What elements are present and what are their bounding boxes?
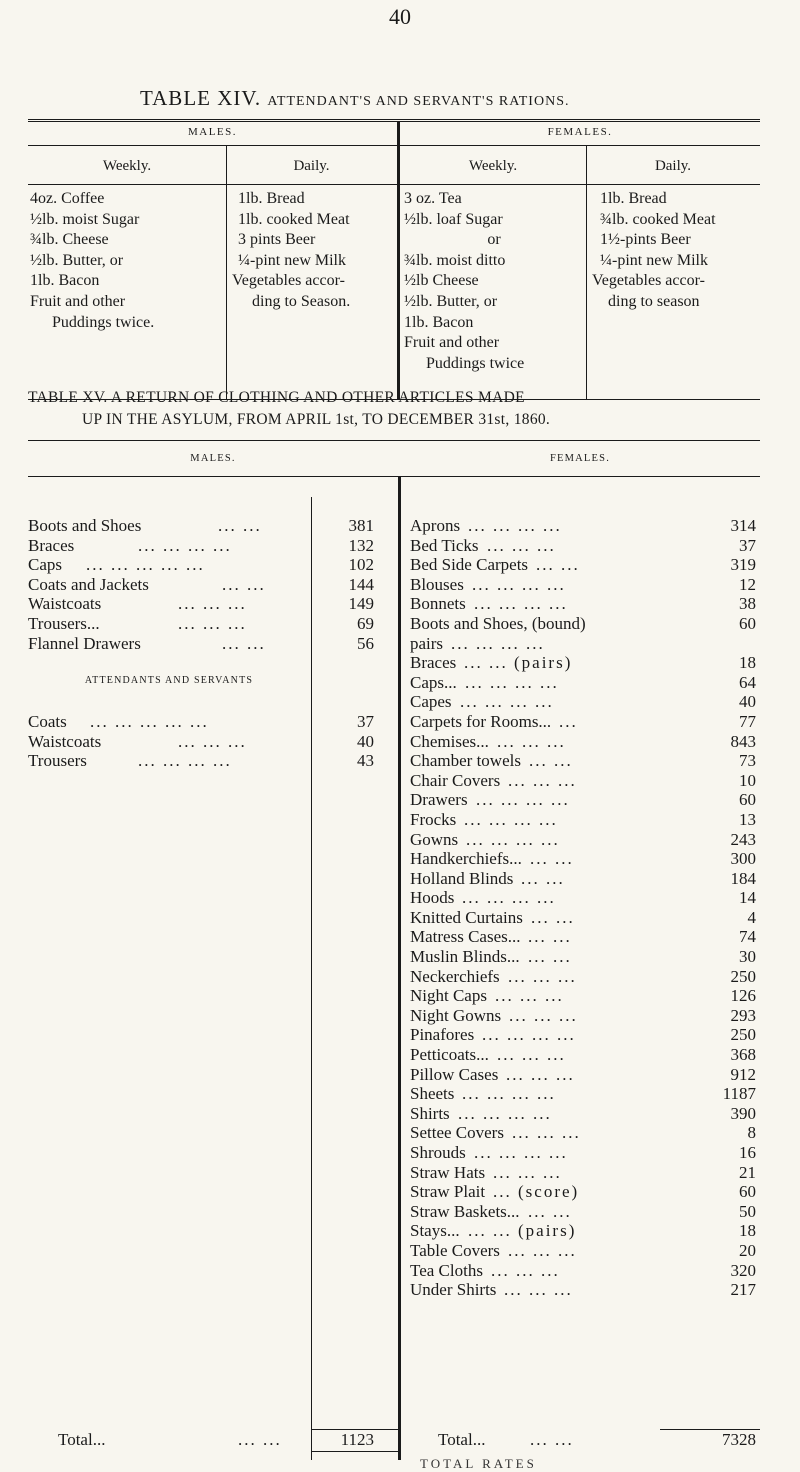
row-value: 217: [730, 1280, 756, 1300]
table14-title: [140, 86, 760, 111]
table15-top-rule: [28, 440, 760, 441]
row-value: 319: [730, 555, 756, 575]
table14-title-sub: ATTENDANT'S AND SERVANT'S RATIONS.: [267, 94, 570, 109]
row-label: Hoods: [410, 888, 455, 908]
row-value: 126: [730, 986, 756, 1006]
row-dots: ... ... ...: [493, 1162, 562, 1182]
row-dots: ...: [559, 711, 578, 731]
row-label: Knitted Curtains: [410, 907, 523, 927]
total-label: Total...: [438, 1430, 486, 1449]
row-dots: ... ... ...: [508, 770, 577, 790]
table-row: [410, 986, 760, 1006]
row-value: 21: [739, 1162, 756, 1182]
row-value: 73: [739, 751, 756, 771]
table15-females-header: FEMALES.: [549, 453, 611, 464]
females-daily-header: Daily.: [654, 158, 692, 174]
list-item: ¾lb. cooked Meat: [600, 210, 716, 228]
table14-females-header: FEMALES.: [547, 126, 613, 138]
list-item: or: [487, 231, 501, 249]
row-dots: ... ... ...: [178, 613, 247, 633]
row-label: Matress Cases...: [410, 927, 521, 947]
table-row: [410, 888, 760, 908]
page-number: 40: [389, 4, 411, 29]
table-row: [410, 1221, 760, 1241]
row-label: Waistcoats: [28, 731, 102, 751]
attendants-header: ATTENDANTS AND SERVANTS: [84, 675, 254, 686]
table-row: [410, 810, 760, 830]
row-value: 74: [739, 927, 756, 947]
row-value: 30: [739, 947, 756, 967]
row-value: 300: [730, 849, 756, 869]
row-value: 10: [739, 770, 756, 790]
row-value: 293: [730, 1005, 756, 1025]
row-dots: ... ...: [531, 907, 575, 927]
row-dots: ... ... ... ...: [464, 809, 558, 829]
row-dots: ... ... ...: [178, 731, 247, 751]
row-value: 60: [739, 613, 756, 633]
row-label: Under Shirts: [410, 1280, 497, 1300]
table-row: [410, 653, 760, 673]
list-item: Fruit and other: [30, 292, 126, 310]
row-label: Pinafores: [410, 1025, 475, 1045]
row-value: 50: [739, 1201, 756, 1221]
row-label: Muslin Blinds...: [410, 947, 520, 967]
list-item: 1lb. Bread: [238, 190, 305, 207]
list-item: 1lb. Bacon: [404, 313, 474, 331]
table-row: [28, 732, 398, 752]
table14-header-rule: [28, 145, 760, 146]
row-dots: ... ... ...: [506, 1064, 575, 1084]
row-value: 18: [739, 1221, 756, 1241]
row-dots: ... ... ... ...: [482, 1025, 576, 1045]
table-row: [410, 1241, 760, 1261]
table14-top-rule: [28, 119, 760, 120]
males-total: [28, 1430, 398, 1450]
list-item: 3 oz. Tea: [404, 190, 462, 207]
row-dots: ... ... ... ... ...: [86, 555, 205, 575]
row-value: 40: [739, 692, 756, 712]
table15-title-line1: TABLE XV. A RETURN OF CLOTHING AND OTHER ARTICLES MADE: [28, 389, 525, 406]
table-row: [410, 1261, 760, 1281]
table-row: [410, 634, 760, 654]
row-dots: ... ... ...: [508, 1240, 577, 1260]
table-row: [410, 594, 760, 614]
row-label: Straw Baskets...: [410, 1201, 520, 1221]
row-label: Chemises...: [410, 731, 489, 751]
table-row: [410, 673, 760, 693]
row-value: 69: [357, 613, 374, 633]
row-dots: ... ...: [528, 927, 572, 947]
row-label: Straw Hats: [410, 1162, 486, 1182]
row-value: 381: [348, 516, 374, 535]
row-label: Caps: [28, 555, 62, 575]
row-value: 13: [739, 809, 756, 829]
list-item: ½lb. loaf Sugar: [404, 210, 503, 228]
row-label: Capes: [410, 692, 452, 712]
list-item: Vegetables accor-: [592, 272, 705, 290]
table14-title-main: TABLE XIV.: [140, 86, 262, 110]
row-label: Carpets for Rooms...: [410, 711, 552, 731]
females-articles-list: [410, 516, 760, 1300]
row-value: 912: [730, 1064, 756, 1084]
row-value: 77: [739, 711, 756, 731]
row-label: Stays...: [410, 1221, 460, 1241]
row-dots: ... ...: [528, 947, 572, 967]
row-label: Aprons: [410, 516, 461, 535]
table-row: [410, 790, 760, 810]
table15-males-header: MALES.: [190, 453, 236, 464]
row-label: Chair Covers: [410, 770, 501, 790]
row-value: 60: [739, 1182, 756, 1202]
table14-subheader-rule: [28, 184, 760, 185]
row-value: 1187: [722, 1084, 756, 1104]
table-row: [28, 634, 398, 654]
cut-off-footer-text: TOTAL RATES: [420, 1456, 537, 1471]
row-label: Night Gowns: [410, 1005, 502, 1025]
list-item: ¼-pint new Milk: [238, 251, 346, 269]
list-item: ¾lb. Cheese: [30, 231, 109, 249]
row-label: Sheets: [410, 1084, 455, 1104]
row-dots: ... ... (pairs): [464, 653, 573, 673]
row-value: 250: [730, 966, 756, 986]
row-dots: ... ...: [529, 751, 573, 771]
row-dots: ... ... ...: [497, 1045, 566, 1065]
row-dots: ... ... ... ...: [465, 672, 559, 692]
row-label: Gowns: [410, 829, 459, 849]
row-label: Braces: [28, 535, 75, 555]
row-label: Chamber towels: [410, 751, 521, 771]
attendants-articles-list: [28, 712, 398, 771]
row-value: 18: [739, 653, 756, 673]
row-label: Bed Ticks: [410, 535, 479, 555]
row-value: 37: [357, 712, 374, 731]
table-row: [28, 536, 398, 556]
row-dots: ... ... ...: [497, 731, 566, 751]
row-label: Shrouds: [410, 1143, 466, 1162]
row-label: Coats and Jackets: [28, 574, 149, 594]
list-item: 1lb. Bacon: [30, 272, 100, 290]
row-dots: ... ... ...: [178, 594, 247, 614]
total-dots: ... ...: [530, 1430, 574, 1449]
total-dots: ... ...: [238, 1430, 282, 1449]
row-value: 38: [739, 594, 756, 614]
row-value: 843: [730, 731, 756, 751]
row-label: Boots and Shoes: [28, 516, 142, 535]
males-weekly-header: Weekly.: [102, 158, 152, 174]
row-dots: ... ... ... ...: [460, 692, 554, 712]
row-label: Straw Plait: [410, 1182, 486, 1202]
table-row: [410, 575, 760, 595]
row-dots: ... ...: [222, 633, 266, 653]
list-item: ding to Season.: [252, 292, 351, 310]
table-row: [410, 1065, 760, 1085]
table15-title-line2: UP IN THE ASYLUM, FROM APRIL 1st, TO DECEMBER 31st, 1860.: [82, 411, 551, 428]
row-dots: ... ... ... ...: [468, 516, 562, 535]
row-dots: ... ... ... ...: [466, 829, 560, 849]
row-value: 368: [730, 1045, 756, 1065]
table-row: [410, 1104, 760, 1124]
list-item: Puddings twice.: [52, 313, 155, 331]
row-dots: ... ... ... ...: [138, 751, 232, 771]
row-value: 314: [730, 516, 756, 535]
row-label: Bonnets: [410, 594, 466, 614]
row-dots: ... ... ... ...: [138, 535, 232, 555]
table-row: [410, 1084, 760, 1104]
table-row: [410, 536, 760, 556]
row-dots: ... ... ... ...: [474, 594, 568, 614]
row-dots: ... (score): [493, 1182, 580, 1202]
table-row: [410, 869, 760, 889]
row-label: Handkerchiefs...: [410, 849, 522, 869]
table-row: [410, 1143, 760, 1163]
row-value: 4: [747, 907, 756, 927]
row-value: 64: [739, 672, 756, 692]
list-item: ding to season: [608, 292, 700, 310]
table-row: [28, 516, 398, 536]
row-value: 43: [357, 751, 374, 771]
table-row: [28, 614, 398, 634]
table-row: [28, 575, 398, 595]
row-dots: ... ... ... ...: [476, 790, 570, 810]
table-row: [410, 1123, 760, 1143]
row-dots: ... ... ... ...: [458, 1103, 552, 1123]
row-label: Trousers: [28, 751, 87, 771]
list-item: ½lb. Butter, or: [404, 292, 498, 310]
row-dots: ... ... ...: [512, 1123, 581, 1143]
row-label: Frocks: [410, 809, 457, 829]
table-row: [28, 751, 398, 771]
row-dots: ... ... ... ...: [462, 888, 556, 908]
list-item: ½lb. Butter, or: [30, 251, 124, 269]
row-dots: ... ...: [218, 516, 262, 535]
total-value: 7328: [722, 1430, 756, 1449]
row-dots: ... ...: [536, 555, 580, 575]
row-label: Blouses: [410, 574, 464, 594]
table-row: [410, 830, 760, 850]
table-row: [410, 771, 760, 791]
row-dots: ... ... ... ...: [472, 574, 566, 594]
row-value: 132: [348, 535, 374, 555]
row-value: 20: [739, 1240, 756, 1260]
table-row: [410, 751, 760, 771]
table-row: [410, 947, 760, 967]
males-weekly-list: [30, 189, 224, 333]
females-weekly-header: Weekly.: [468, 158, 518, 174]
row-value: 243: [730, 829, 756, 849]
row-value: 14: [739, 888, 756, 908]
row-dots: ... ... ...: [491, 1260, 560, 1280]
table-row: [410, 927, 760, 947]
total-row: [410, 1430, 760, 1450]
table15-header-rule: [28, 476, 760, 477]
row-value: 37: [739, 535, 756, 555]
table15-title: [28, 387, 788, 431]
row-dots: ... ... ...: [509, 1005, 578, 1025]
row-dots: ... ... ...: [495, 986, 564, 1006]
table15-center-divider: [398, 476, 401, 1460]
table-row: [410, 908, 760, 928]
list-item: Puddings twice: [426, 354, 525, 372]
row-dots: ... ... ...: [508, 966, 577, 986]
total-row: [28, 1430, 398, 1450]
row-value: 144: [348, 574, 374, 594]
row-dots: ... ... (pairs): [468, 1221, 577, 1241]
row-label: Boots and Shoes, (bound): [410, 613, 586, 633]
row-dots: ... ... ... ... ...: [90, 712, 209, 731]
table-row: [410, 732, 760, 752]
list-item: ½lb Cheese: [404, 272, 479, 290]
row-value: 184: [730, 868, 756, 888]
table-row: [410, 1025, 760, 1045]
row-value: 40: [357, 731, 374, 751]
row-dots: ... ... ... ...: [462, 1084, 556, 1104]
table-row: [410, 1045, 760, 1065]
row-label: pairs: [410, 633, 444, 653]
list-item: 4oz. Coffee: [30, 190, 105, 207]
list-item: 1½-pints Beer: [600, 231, 691, 249]
list-item: 1lb. cooked Meat: [238, 210, 350, 228]
list-item: ½lb. moist Sugar: [30, 210, 140, 228]
males-daily-list: [232, 189, 396, 313]
row-dots: ... ... ... ...: [474, 1143, 568, 1162]
row-label: Pillow Cases: [410, 1064, 499, 1084]
row-dots: ... ... ... ...: [451, 633, 545, 653]
row-label: Flannel Drawers: [28, 633, 141, 653]
row-dots: ... ...: [222, 574, 266, 594]
row-value: 149: [348, 594, 374, 614]
total-value: 1123: [340, 1430, 374, 1449]
row-label: Coats: [28, 712, 67, 731]
row-label: Drawers: [410, 790, 468, 810]
males-articles-list: [28, 516, 398, 653]
list-item: Vegetables accor-: [232, 272, 345, 290]
row-label: Trousers...: [28, 613, 100, 633]
table-row: [410, 1280, 760, 1300]
table-row: [410, 692, 760, 712]
row-label: Petticoats...: [410, 1045, 489, 1065]
row-value: 8: [747, 1123, 756, 1143]
table-row: [410, 1202, 760, 1222]
table-row: [410, 967, 760, 987]
males-daily-header: Daily.: [293, 158, 330, 174]
row-label: Neckerchiefs: [410, 966, 500, 986]
table-row: [28, 594, 398, 614]
table-row: [410, 516, 760, 536]
table14-top-rule-2: [28, 121, 760, 122]
males-total-bottom-rule: [311, 1451, 398, 1452]
table-row: [410, 1006, 760, 1026]
table-row: [28, 712, 398, 732]
table14-males-header: MALES.: [187, 126, 238, 138]
row-label: Tea Cloths: [410, 1260, 483, 1280]
females-weekly-list: [404, 189, 584, 374]
row-value: 320: [730, 1260, 756, 1280]
table-row: [410, 614, 760, 634]
row-value: 102: [348, 555, 374, 575]
row-value: 12: [739, 574, 756, 594]
row-label: Settee Covers: [410, 1123, 504, 1143]
table-row: [28, 555, 398, 575]
table-row: [410, 712, 760, 732]
row-label: Shirts: [410, 1103, 450, 1123]
total-label: Total...: [58, 1430, 106, 1449]
row-label: Bed Side Carpets: [410, 555, 529, 575]
list-item: ¾lb. moist ditto: [404, 251, 506, 269]
list-item: ¼-pint new Milk: [600, 251, 708, 269]
list-item: Fruit and other: [404, 334, 500, 352]
row-value: 60: [739, 790, 756, 810]
row-dots: ... ...: [528, 1201, 572, 1221]
list-item: 1lb. Bread: [600, 190, 667, 207]
row-dots: ... ...: [521, 868, 565, 888]
list-item: 3 pints Beer: [238, 231, 316, 249]
table-row: [410, 555, 760, 575]
row-label: Table Covers: [410, 1240, 500, 1260]
table-row: [410, 1182, 760, 1202]
females-total: [410, 1430, 760, 1450]
row-dots: ... ...: [530, 849, 574, 869]
table-row: [410, 1163, 760, 1183]
row-label: Night Caps: [410, 986, 487, 1006]
row-dots: ... ... ...: [487, 535, 556, 555]
row-label: Caps...: [410, 672, 457, 692]
females-daily-list: [592, 189, 760, 313]
row-dots: ... ... ...: [504, 1280, 573, 1300]
table-row: [410, 849, 760, 869]
row-value: 56: [357, 633, 374, 653]
row-label: Waistcoats: [28, 594, 102, 614]
row-value: 390: [730, 1103, 756, 1123]
row-value: 16: [739, 1143, 756, 1162]
row-label: Braces: [410, 653, 457, 673]
row-label: Holland Blinds: [410, 868, 514, 888]
row-value: 250: [730, 1025, 756, 1045]
